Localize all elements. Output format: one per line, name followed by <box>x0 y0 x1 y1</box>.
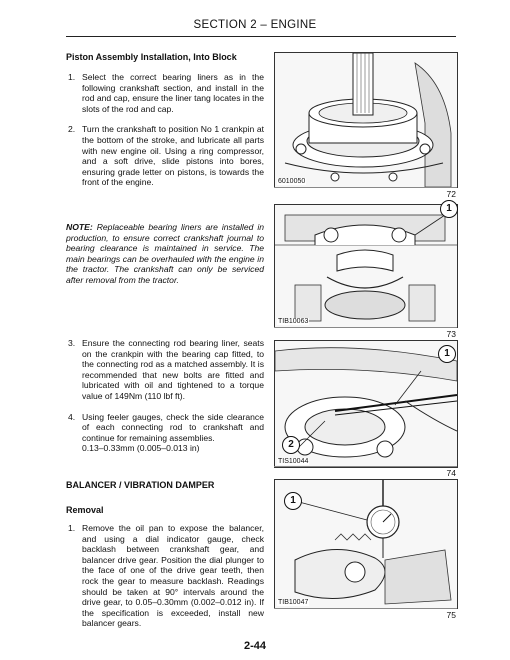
step-number: 2. <box>68 124 76 135</box>
figure-73-rule <box>274 327 457 328</box>
figure-74-callout-1: 1 <box>438 345 456 363</box>
balancer-steps <box>66 523 264 629</box>
figure-72-number: 72 <box>446 189 456 199</box>
figure-code: TIB10047 <box>278 599 309 606</box>
piston-compressor-drawing <box>275 53 457 187</box>
step-text: Ensure the connecting rod bearing liner, seats on the crankpin with the bearing cap fitted, to the connecting rod as a matched assembly. It is recommended that new bolts are fitted and lubricated with oil and tightened to a torque value of 149Nm (110 lbf ft). <box>82 338 264 401</box>
page-number: 2-44 <box>243 640 267 652</box>
figure-code: TIS10044 <box>278 458 309 465</box>
feeler-gauge-drawing <box>275 341 457 467</box>
figure-code: 6010050 <box>278 178 306 185</box>
figure-73-callout-1: 1 <box>440 200 458 218</box>
figure-75-number: 75 <box>446 610 456 620</box>
step-number: 4. <box>68 411 76 422</box>
figure-74-rule <box>274 466 457 467</box>
step-3 <box>66 338 264 402</box>
step-4-spec: 0.13–0.33mm (0.005–0.013 in) <box>82 443 200 454</box>
header-rule <box>66 36 456 37</box>
figure-75-rule <box>274 608 457 609</box>
piston-heading: Piston Assembly Installation, Into Block <box>66 52 237 62</box>
figure-73-illustration <box>274 204 458 328</box>
step-number: 1. <box>68 72 76 82</box>
step-number: 1. <box>68 523 76 533</box>
step-2 <box>66 124 264 188</box>
figure-72-rule <box>274 187 457 188</box>
step-1 <box>66 72 264 114</box>
figure-74-illustration <box>274 340 458 468</box>
note-label: NOTE: <box>66 222 93 232</box>
figure-72-illustration <box>274 52 458 188</box>
step-4 <box>66 412 264 454</box>
note-text: Replaceable bearing liners are installed in production, to ensure correct crankshaft journal to bearing clearance is maintained in service. The main bearings can be overhauled with the engine in the tractor. The crankshaft can only be serviced after removal from the tractor. <box>66 222 265 285</box>
removal-subheading: Removal <box>66 505 104 515</box>
step-text: Remove the oil pan to expose the balancer, and using a dial indicator gauge, check backlash between crankshaft gear, and balancer drive gear. Position the dial plunger to the face of one of the drive gear teeth, then rock the gear to measure backlash. Readings should be taken at 90° intervals around the drive gear, to 0.05–0.30mm (0.002–0.012 in). If the specification is exceeded, install new balancer gears. <box>82 523 264 629</box>
figure-75-callout-1: 1 <box>284 492 302 510</box>
balancer-heading: BALANCER / VIBRATION DAMPER <box>66 480 215 490</box>
piston-steps-continued <box>66 338 264 454</box>
figure-74-callout-2: 2 <box>282 436 300 454</box>
note-paragraph <box>66 222 264 286</box>
step-number: 3. <box>68 338 76 348</box>
balancer-step-1 <box>66 523 264 629</box>
bearing-cap-drawing <box>275 205 457 327</box>
figure-73-number: 73 <box>446 329 456 339</box>
section-header: SECTION 2 – ENGINE <box>193 19 317 31</box>
figure-74-number: 74 <box>446 468 456 478</box>
step-text: Using feeler gauges, check the side clearance of each connecting rod to crankshaft and continue for remaining assemblies. <box>82 411 264 443</box>
piston-steps <box>66 72 264 188</box>
step-text: Turn the crankshaft to position No 1 crankpin at the bottom of the stroke, and lubricate all parts with new engine oil. Using a ring compressor, and a soft drive, slide pistons into bores, ensuring grade letter on pistons, is towards the front of the engine. <box>82 124 264 188</box>
figure-code: TIB10063 <box>278 318 309 325</box>
step-text: Select the correct bearing liners as in the following crankshaft section, and install in the rod and cap, ensure the liner tang locates in the slots of the rod and cap. <box>82 72 264 114</box>
dial-indicator-drawing <box>275 480 457 608</box>
